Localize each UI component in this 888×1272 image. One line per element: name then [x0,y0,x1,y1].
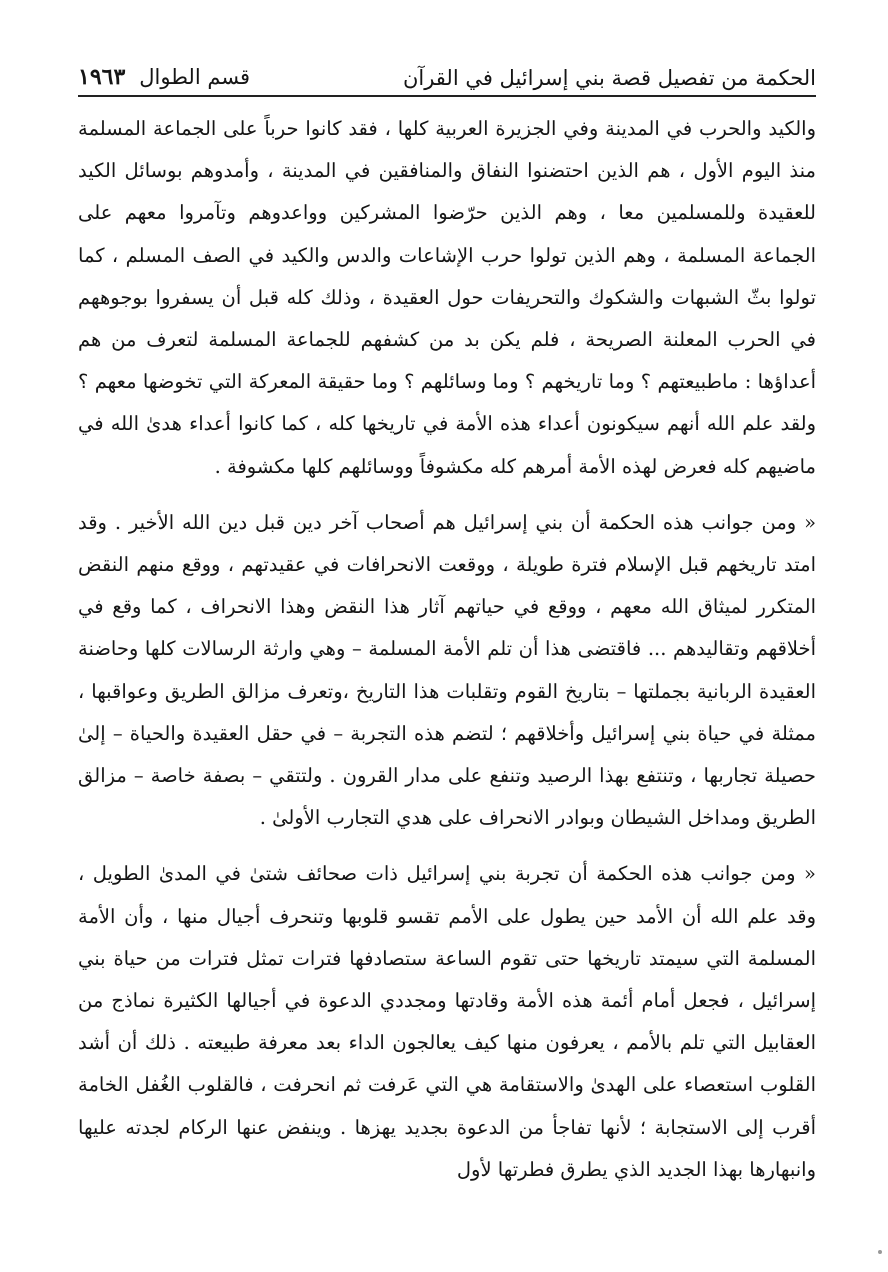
scan-dot [878,1250,882,1254]
paragraph-2: « ومن جوانب هذه الحكمة أن بني إسرائيل هم أصحاب آخر دين قبل دين الله الأخير . وقد امتد تاريخهم قبل الإسلام فترة طويلة ، ووقعت الانحرافات في عقيدتهم ، ووقع منهم النقض المتكرر لميثاق الله معهم ، ووقع في حياتهم آثار هذا النقض وهذا الانحراف ، كما وقع في أخلاقهم وتقاليدهم ... فاقتضى هذا أن تلم الأمة المسلمة – وهي وارثة الرسالات كلها وحاضنة العقيدة الربانية بجملتها – بتاريخ القوم وتقلبات هذا التاريخ ،وتعرف مزالق الطريق وعواقبها ، ممثلة في حياة بني إسرائيل وأخلاقهم ؛ لتضم هذه التجربة – في حقل العقيدة والحياة – إلىٰ حصيلة تجاربها ، وتنتفع بهذا الرصيد وتنفع على مدار القرون . ولتتقي – بصفة خاصة – مزالق الطريق ومداخل الشيطان وبوادر الانحراف على هدي التجارب الأولىٰ . [78,510,816,830]
section-info [78,64,250,90]
paragraph-3: « ومن جوانب هذه الحكمة أن تجربة بني إسرائيل ذات صحائف شتىٰ في المدىٰ الطويل ، وقد علم الله أن الأمد حين يطول على الأمم تقسو قلوبها وتنحرف أجيال منها ، وأن الأمة المسلمة التي سيمتد تاريخها حتى تقوم الساعة ستصادفها فترات تمثل فترات من حياة بني إسرائيل ، فجعل أمام أئمة هذه الأمة وقادتها ومجددي الدعوة في أجيالها الكثيرة نماذج من العقابيل التي تلم بالأمم ، يعرفون منها كيف يعالجون الداء بعد معرفة طبيعته . ذلك أن أشد القلوب استعصاء على الهدىٰ والاستقامة هي التي عَرفت ثم انحرفت ، فالقلوب الغُفل الخامة أقرب إلى الاستجابة ؛ لأنها تفاجأ من الدعوة بجديد يهزها . وينفض عنها الركام لجدته عليها وانبهارها بهذا الجديد الذي يطرق فطرتها لأول [78,862,816,1181]
page-number: ١٩٦٣ [78,64,126,90]
book-title: الحكمة من تفصيل قصة بني إسرائيل في القرآن [402,66,816,90]
paragraph-1: والكيد والحرب في المدينة وفي الجزيرة العربية كلها ، فقد كانوا حرباً على الجماعة المسلمة منذ اليوم الأول ، هم الذين احتضنوا النفاق والمنافقين في المدينة ، وأمدوهم بوسائل الكيد للعقيدة وللمسلمين معا ، وهم الذين حرّضوا المشركين وواعدوهم وتآمروا معهم على الجماعة المسلمة ، وهم الذين تولوا حرب الإشاعات والدس والكيد في الصف المسلم ، كما تولوا بثّ الشبهات والشكوك والتحريفات حول العقيدة ، وذلك كله قبل أن يسفروا بوجوههم في الحرب المعلنة الصريحة ، فلم يكن بد من كشفهم للجماعة المسلمة لتعرف من هم أعداؤها : ماطبيعتهم ؟ وما تاريخهم ؟ وما وسائلهم ؟ وما حقيقة المعركة التي تخوضها معهم ؟ ولقد علم الله أنهم سيكونون أعداء هذه الأمة في تاريخها كله ، كما كانوا أعداء هدىٰ الله في ماضيهم كله فعرض لهذه الأمة أمرهم كله مكشوفاً ووسائلهم كلها مكشوفة . [78,117,816,478]
section-name: قسم الطوال [139,65,251,89]
running-header [78,42,816,90]
header-rule [78,95,816,97]
body-text [78,108,816,1191]
